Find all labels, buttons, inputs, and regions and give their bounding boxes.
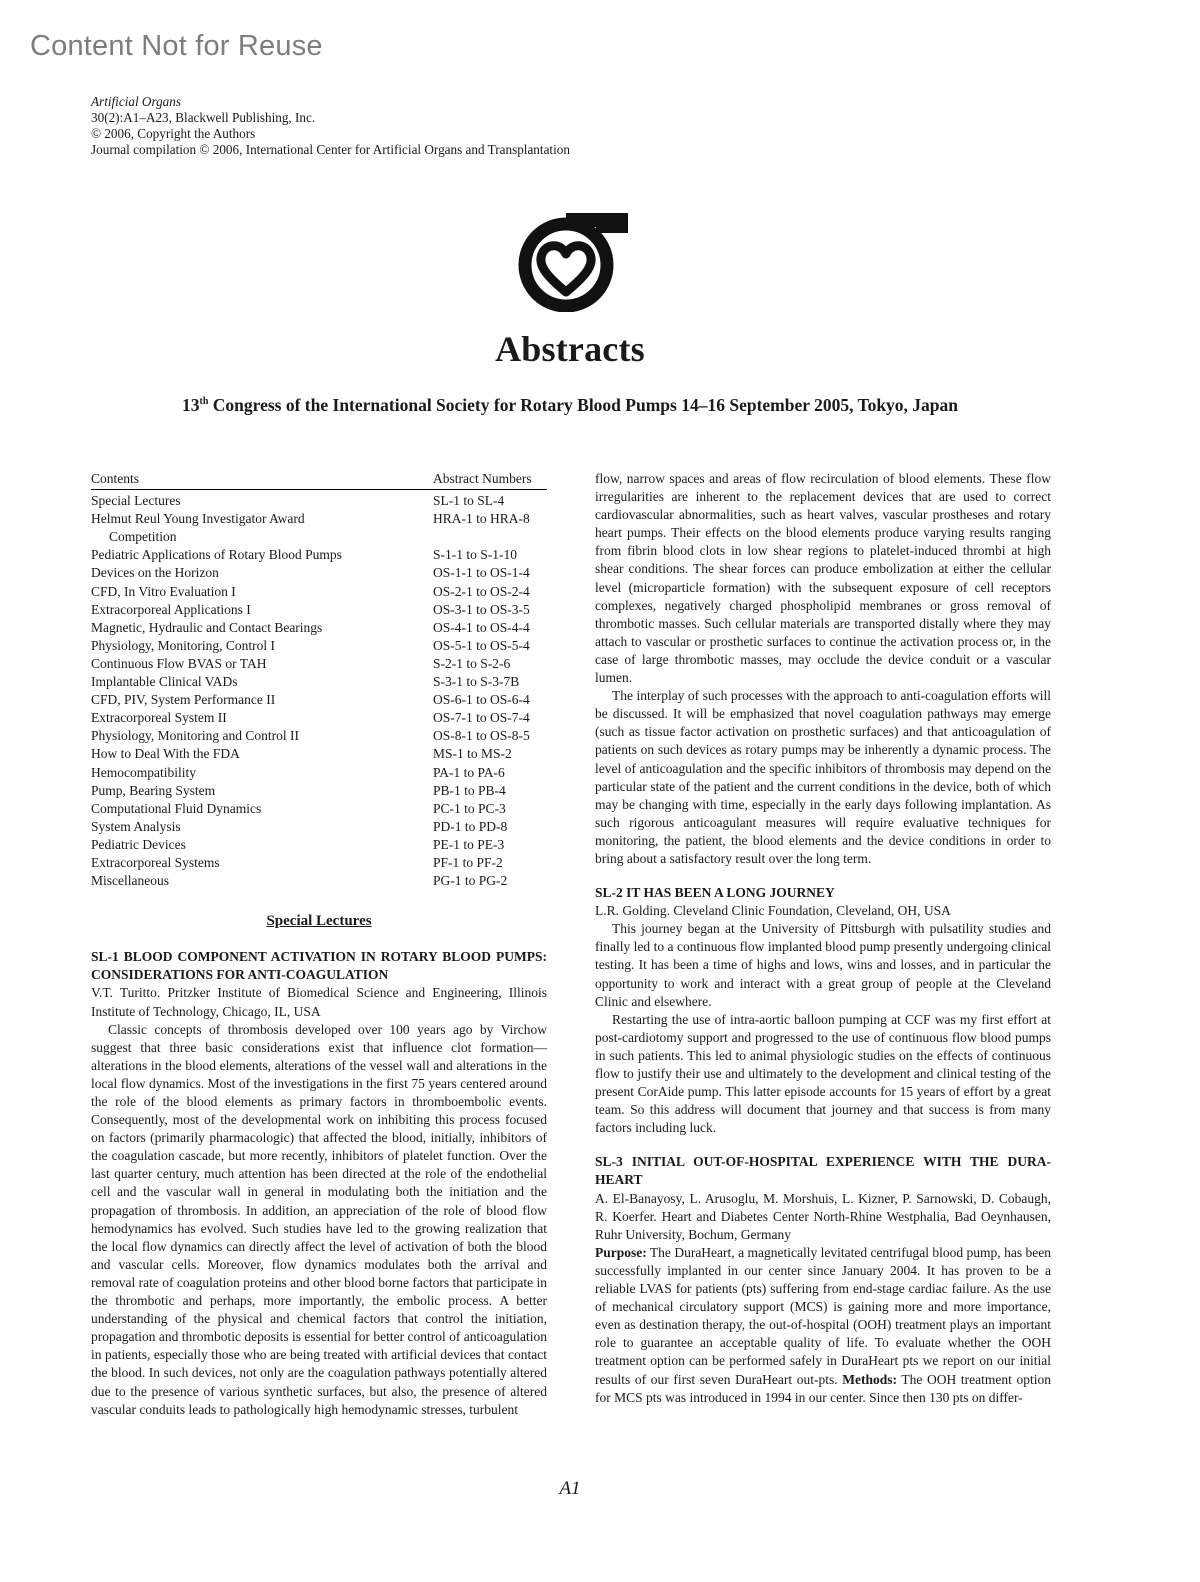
congress-ordinal: 13	[181, 395, 200, 415]
contents-section-name: Special Lectures	[91, 493, 181, 509]
contents-section-name: Magnetic, Hydraulic and Contact Bearings	[91, 619, 323, 635]
contents-abstract-numbers: PD-1 to PD-8	[433, 818, 508, 834]
journal-name: Artificial Organs	[91, 94, 181, 109]
contents-abstract-numbers	[451, 528, 547, 546]
contents-abstract-numbers: OS-1-1 to OS-1-4	[433, 565, 530, 581]
contents-row	[91, 745, 547, 763]
contents-row	[91, 510, 547, 528]
contents-abstract-numbers: S-3-1 to S-3-7B	[433, 674, 520, 690]
contents-row	[91, 709, 547, 727]
contents-section-name: Competition	[109, 529, 177, 545]
contents-section-name: Computational Fluid Dynamics	[91, 800, 262, 816]
page-title: Abstracts	[495, 329, 645, 369]
abstract-paragraph	[595, 1244, 1051, 1407]
contents-section-name: Hemocompatibility	[91, 764, 196, 780]
section-heading: Special Lectures	[266, 913, 372, 930]
journal-issue: 30(2):A1–A23, Blackwell Publishing, Inc.	[91, 110, 316, 125]
contents-row	[91, 782, 547, 800]
contents-abstract-numbers: OS-5-1 to OS-5-4	[433, 637, 530, 653]
contents-abstract-numbers: PG-1 to PG-2	[433, 873, 508, 889]
contents-abstract-numbers: OS-8-1 to OS-8-5	[433, 728, 530, 744]
contents-abstract-numbers: MS-1 to MS-2	[433, 746, 512, 762]
contents-abstract-numbers: S-1-1 to S-1-10	[433, 547, 517, 563]
contents-abstract-numbers: PA-1 to PA-6	[433, 764, 505, 780]
contents-abstract-numbers: HRA-1 to HRA-8	[433, 511, 530, 527]
contents-section-name: Pediatric Devices	[91, 836, 186, 852]
contents-abstract-numbers: PE-1 to PE-3	[433, 836, 505, 852]
contents-section-name: Pump, Bearing System	[91, 782, 216, 798]
watermark: Content Not for Reuse	[30, 30, 323, 62]
contents-section-name: Helmut Reul Young Investigator Award	[91, 511, 305, 527]
contents-section-name: Miscellaneous	[91, 873, 169, 889]
contents-row	[91, 619, 547, 637]
society-logo-icon	[514, 212, 628, 312]
contents-section-name: Devices on the Horizon	[91, 565, 219, 581]
contents-abstract-numbers: OS-4-1 to OS-4-4	[433, 619, 530, 635]
contents-abstract-numbers: SL-1 to SL-4	[433, 493, 505, 509]
congress-title	[60, 395, 1080, 416]
contents-row	[91, 492, 547, 510]
contents-section-name: CFD, In Vitro Evaluation I	[91, 583, 236, 599]
contents-row	[91, 764, 547, 782]
abstract-paragraph: The interplay of such processes with the approach to anti-coagulation efforts will be discussed. It will be emphasized that novel coagulation pathways may emerge (such as tissue factor activation on prosthetic surfaces) and that anticoagulation of patients on such devices as rotary pumps may be inherently a dynamic process. The level of anticoagulation and the specific inhibitors of thrombosis may depend on the particular state of the patient and the current conditions in the device, both of which may be changing with time, especially in the early days following implantation. As such rigorous anticoagulant measures will require evaluative techniques for monitoring, the patient, the blood elements and the device conditions in order to bring about a satisfactory result over the long term.	[595, 688, 1051, 866]
contents-table	[91, 470, 547, 890]
contents-section-name: CFD, PIV, System Performance II	[91, 692, 276, 708]
contents-rows	[91, 492, 547, 890]
purpose-text: The DuraHeart, a magnetically levitated centrifugal blood pump, has been successfully implanted in our center since January 2004. It has proven to be a reliable LVAS for patients (pts) suffering from end-stage cardiac failure. As the use of mechanical circulatory support (MCS) is gaining more and more importance, even as destination therapy, the out-of-hospital (OOH) treatment plays an important role to guarantee an acceptable quality of life. To evaluate whether the OOH treatment option can be performed safely in DuraHeart pts we report on our initial results of our first seven DuraHeart out-pts.	[595, 1244, 1051, 1387]
contents-header-label: Contents	[91, 471, 140, 486]
contents-header	[91, 470, 547, 490]
journal-compilation: Journal compilation © 2006, International Center for Artificial Organs and Transplantation	[91, 142, 570, 157]
abstract-authors-sl1: V.T. Turitto. Pritzker Institute of Biomedical Science and Engineering, Illinois Institute of Technology, Chicago, IL, USA	[91, 985, 547, 1019]
abstract-authors-sl3: A. El-Banayosy, L. Arusoglu, M. Morshuis, L. Kizner, P. Sarnowski, D. Cobaugh, R. Koerfer. Heart and Diabetes Center North-Rhine Westphalia, Bad Oeynhausen, Ruhr University, Bochum, Germany	[595, 1190, 1051, 1242]
contents-row	[91, 601, 547, 619]
contents-row	[91, 655, 547, 673]
contents-row	[91, 818, 547, 836]
contents-abstract-numbers: OS-2-1 to OS-2-4	[433, 583, 530, 599]
contents-row	[91, 727, 547, 745]
contents-abstract-numbers: PB-1 to PB-4	[433, 782, 506, 798]
page-number: A1	[559, 1478, 581, 1499]
contents-section-name: Physiology, Monitoring and Control II	[91, 728, 299, 744]
contents-section-name: How to Deal With the FDA	[91, 746, 240, 762]
contents-row	[91, 673, 547, 691]
journal-info	[91, 94, 570, 158]
contents-section-name: Physiology, Monitoring, Control I	[91, 637, 276, 653]
contents-row	[91, 691, 547, 709]
abstract-numbers-header-label: Abstract Numbers	[433, 471, 532, 486]
right-column	[595, 470, 1051, 1407]
abstract-paragraph: Restarting the use of intra-aortic balloon pumping at CCF was my first effort at post-cardiotomy support and progressed to the use of continuous flow blood pumps in such patients. This led to animal physiologic studies on the effects of continuous flow to justify their use and ultimately to the development and clinical testing of the present CorAide pump. This latter episode accounts for 15 years of effort by a great team. So this address will document that journey and that success is from many factors including luck.	[595, 1011, 1051, 1136]
abstract-title-sl2: SL-2 IT HAS BEEN A LONG JOURNEY	[595, 885, 835, 901]
contents-abstract-numbers: PF-1 to PF-2	[433, 854, 503, 870]
abstract-authors-sl2: L.R. Golding. Cleveland Clinic Foundation, Cleveland, OH, USA	[595, 903, 951, 919]
contents-row	[91, 528, 547, 546]
contents-row	[91, 637, 547, 655]
abstract-title-sl3: SL-3 INITIAL OUT-OF-HOSPITAL EXPERIENCE WITH THE DURA-HEART	[595, 1154, 1051, 1188]
contents-abstract-numbers: OS-6-1 to OS-6-4	[433, 692, 530, 708]
contents-section-name: System Analysis	[91, 818, 181, 834]
contents-row	[91, 800, 547, 818]
contents-section-name: Extracorporeal Systems	[91, 854, 220, 870]
contents-section-name: Continuous Flow BVAS or TAH	[91, 655, 267, 671]
contents-row	[91, 546, 547, 564]
congress-text: Congress of the International Society for Rotary Blood Pumps 14–16 September 2005, Tokyo, Japan	[208, 395, 959, 415]
contents-row	[91, 836, 547, 854]
contents-abstract-numbers: PC-1 to PC-3	[433, 800, 506, 816]
abstract-title-sl1: SL-1 BLOOD COMPONENT ACTIVATION IN ROTARY BLOOD PUMPS: CONSIDERATIONS FOR ANTI-COAGULATION	[91, 949, 547, 983]
methods-label: Methods:	[842, 1371, 897, 1387]
contents-row	[91, 872, 547, 890]
abstract-paragraph: flow, narrow spaces and areas of flow recirculation of blood elements. These flow irregularities are inherent to the replacement devices that are used to correct cardiovascular abnormalities, such as heart valves, vascular prostheses and rotary heart pumps. Their effects on the blood elements produce varying results ranging from fibrin blood clots in low shear regions to platelet-induced thrombi at high shear conditions. The shear forces can produce embolization at either the cellular level (microparticle formation) with the subsequent exposure of cell receptors complexes, negatively charged phospholipid membranes or gross removal of thrombotic masses. Such cellular materials are transported distally where they may attach to vascular or prosthetic surfaces to continue the activation process or, in the case of large thrombotic masses, may occlude the device conduit or a vascular lumen.	[595, 471, 1051, 686]
left-column	[91, 470, 547, 1419]
contents-abstract-numbers: OS-3-1 to OS-3-5	[433, 601, 530, 617]
contents-section-name: Implantable Clinical VADs	[91, 674, 238, 690]
purpose-label: Purpose:	[595, 1244, 647, 1260]
contents-row	[91, 854, 547, 872]
contents-section-name: Extracorporeal Applications I	[91, 601, 251, 617]
contents-section-name: Extracorporeal System II	[91, 710, 227, 726]
methods-text: The OOH treatment option for MCS pts was introduced in 1994 in our center. Since then 130 pts on differ-	[595, 1371, 1051, 1405]
congress-ordinal-suffix: th	[199, 396, 209, 408]
contents-abstract-numbers: S-2-1 to S-2-6	[433, 655, 511, 671]
contents-section-name: Pediatric Applications of Rotary Blood Pumps	[91, 547, 342, 563]
abstract-paragraph: Classic concepts of thrombosis developed over 100 years ago by Virchow suggest that three basic considerations exist that influence clot formation—alterations in the blood elements, alterations of the vessel wall and alterations in the local flow dynamics. Most of the investigations in the first 75 years centered around the role of the blood elements as primary factors in thromboembolic events. Consequently, most of the developmental work on inhibiting this process focused on factors (primarily pharmacologic) that affected the blood, initially, inhibitors of the coagulation cascade, but more recently, inhibitors of platelet function. Over the last quarter century, much attention has been directed at the role of the endothelial cell and the vascular wall in general in modulating both the initiation and the propagation of thrombosis. In addition, an appreciation of the role of blood flow hemodynamics has evolved. Such studies have led to the growing realization that the local flow dynamics can directly affect the level of activation of both the blood and vascular cells. Moreover, flow dynamics modulates both the arrival and removal rate of coagulation proteins and other blood borne factors that participate in the thrombotic and perhaps, more importantly, the embolic process. A better understanding of the physical and chemical factors that control the initiation, propagation and thrombotic deposits is essential for better control of anticoagulation in patients, especially those who are being treated with artificial devices that contact the blood. In such devices, not only are the coagulation pathways potentially altered due to the presence of various synthetic surfaces, but also, the presence of altered vascular conduits leads to pathologically high hemodynamic stresses, turbulent	[91, 1021, 547, 1417]
contents-row	[91, 564, 547, 582]
contents-abstract-numbers: OS-7-1 to OS-7-4	[433, 710, 530, 726]
abstract-paragraph: This journey began at the University of Pittsburgh with pulsatility studies and finally led to a continuous flow implanted blood pump presently undergoing clinical testing. It has been a time of highs and lows, wins and losses, and in particular the opportunity to work and interact with a great group of people at the Cleveland Clinic and elsewhere.	[595, 921, 1051, 1009]
contents-row	[91, 583, 547, 601]
journal-copyright: © 2006, Copyright the Authors	[91, 126, 256, 141]
